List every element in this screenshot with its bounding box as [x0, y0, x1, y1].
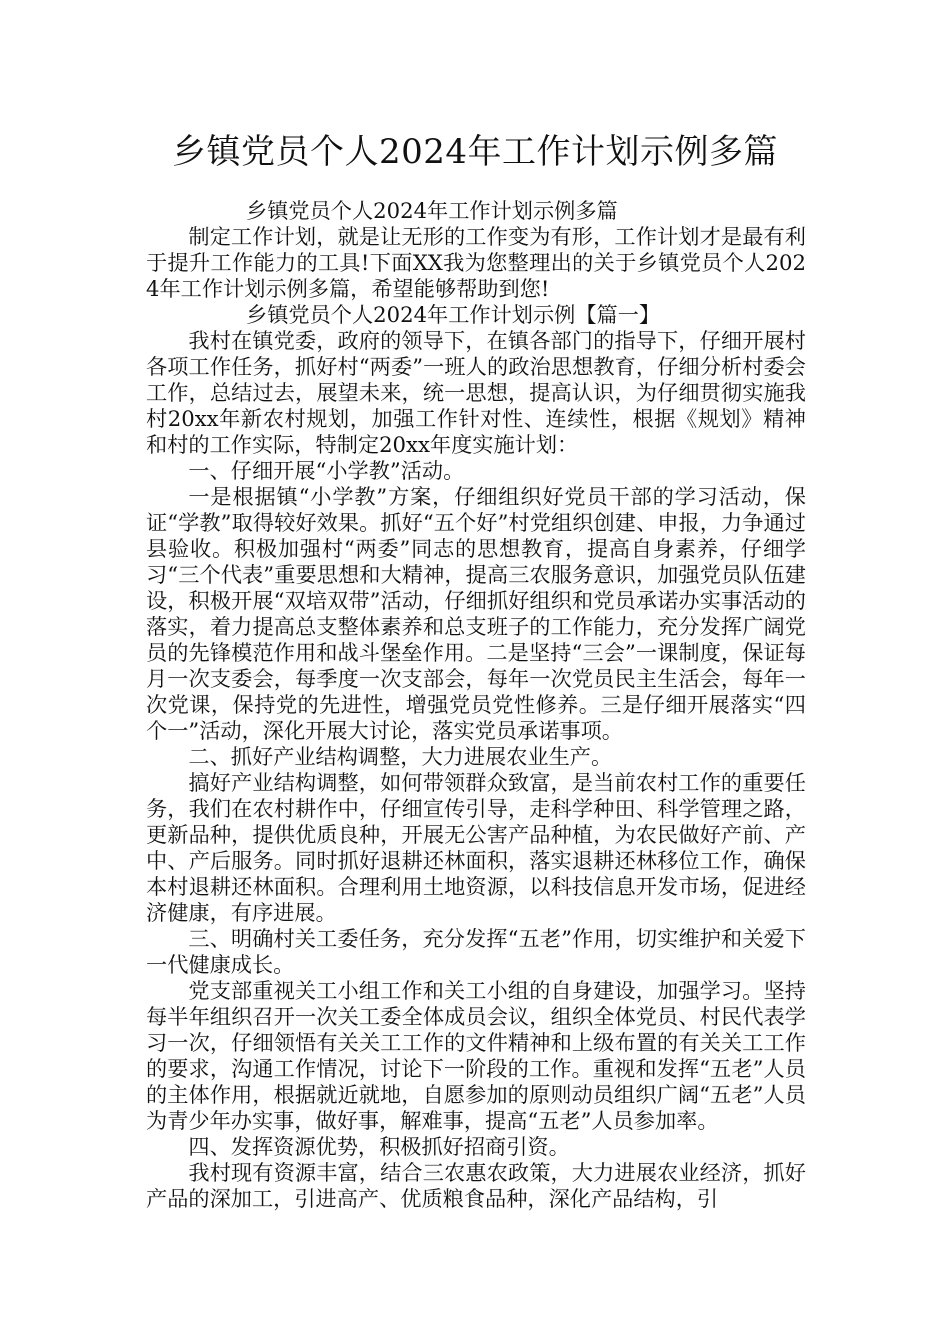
document-subtitle: 乡镇党员个人2024年工作计划示例多篇: [246, 198, 618, 223]
document-title: 乡镇党员个人2024年工作计划示例多篇: [171, 132, 779, 172]
body-paragraph: 搞好产业结构调整，如何带领群众致富，是当前农村工作的重要任务，我们在农村耕作中，仔细宣传引导，走科学种田、科学管理之路，更新品种，提供优质良种，开展无公害产品种植，为农民做好产前、产中、产后服务。同时抓好退耕还林面积，落实退耕还林移位工作，确保本村退耕还林面积。合理利用土地资源，以科技信息开发市场，促进经济健康，有序进展。: [146, 770, 806, 925]
section-title: 乡镇党员个人2024年工作计划示例【篇一】: [246, 302, 661, 327]
body-paragraph: 党支部重视关工小组工作和关工小组的自身建设，加强学习。坚持每半年组织召开一次关工委全体成员会议，组织全体党员、村民代表学习一次，仔细领悟有关关工工作的文件精神和上级布置的有关关工工作的要求，沟通工作情况，讨论下一阶段的工作。重视和发挥“五老”人员的主体作用，根据就近就地，自愿参加的原则动员组织广阔“五老”人员为青少年办实事，做好事，解难事，提高“五老”人员参加率。: [146, 978, 806, 1133]
body-paragraph: 我村现有资源丰富，结合三农惠农政策，大力进展农业经济，抓好产品的深加工，引进高产、优质粮食品种，深化产品结构，引: [146, 1160, 806, 1211]
body-heading: 二、抓好产业结构调整，大力进展农业生产。: [188, 744, 613, 769]
document-body: [146, 198, 806, 1212]
body-paragraph: 一是根据镇“小学教”方案，仔细组织好党员干部的学习活动，保证“学教”取得较好效果。抓好“五个好”村党组织创建、申报，力争通过县验收。积极加强村“两委”同志的思想教育，提高自身素养，仔细学习“三个代表”重要思想和大精神，提高三农服务意识，加强党员队伍建设，积极开展“双培双带”活动，仔细抓好组织和党员承诺办实事活动的落实，着力提高总支整体素养和总支班子的工作能力，充分发挥广阔党员的先锋模范作用和战斗堡垒作用。二是坚持“三会”一课制度，保证每月一次支委会，每季度一次支部会，每年一次党员民主生活会，每年一次党课，保持党的先进性，增强党员党性修养。三是仔细开展落实“四个一”活动，深化开展大讨论，落实党员承诺事项。: [146, 484, 806, 743]
body-heading: 三、明确村关工委任务，充分发挥“五老”作用，切实维护和关爱下一代健康成长。: [146, 926, 806, 977]
body-paragraph: 我村在镇党委，政府的领导下，在镇各部门的指导下，仔细开展村各项工作任务，抓好村“两委”一班人的政治思想教育，仔细分析村委会工作，总结过去，展望未来，统一思想，提高认识，为仔细贯彻实施我村20xx年新农村规划，加强工作针对性、连续性，根据《规划》精神和村的工作实际，特制定20xx年度实施计划：: [146, 328, 806, 457]
body-heading: 一、仔细开展“小学教”活动。: [188, 458, 465, 483]
body-heading: 四、发挥资源优势，积极抓好招商引资。: [188, 1134, 570, 1159]
intro-paragraph: 制定工作计划，就是让无形的工作变为有形，工作计划才是最有利于提升工作能力的工具!下面XX我为您整理出的关于乡镇党员个人2024年工作计划示例多篇，希望能够帮助到您!: [146, 224, 806, 301]
